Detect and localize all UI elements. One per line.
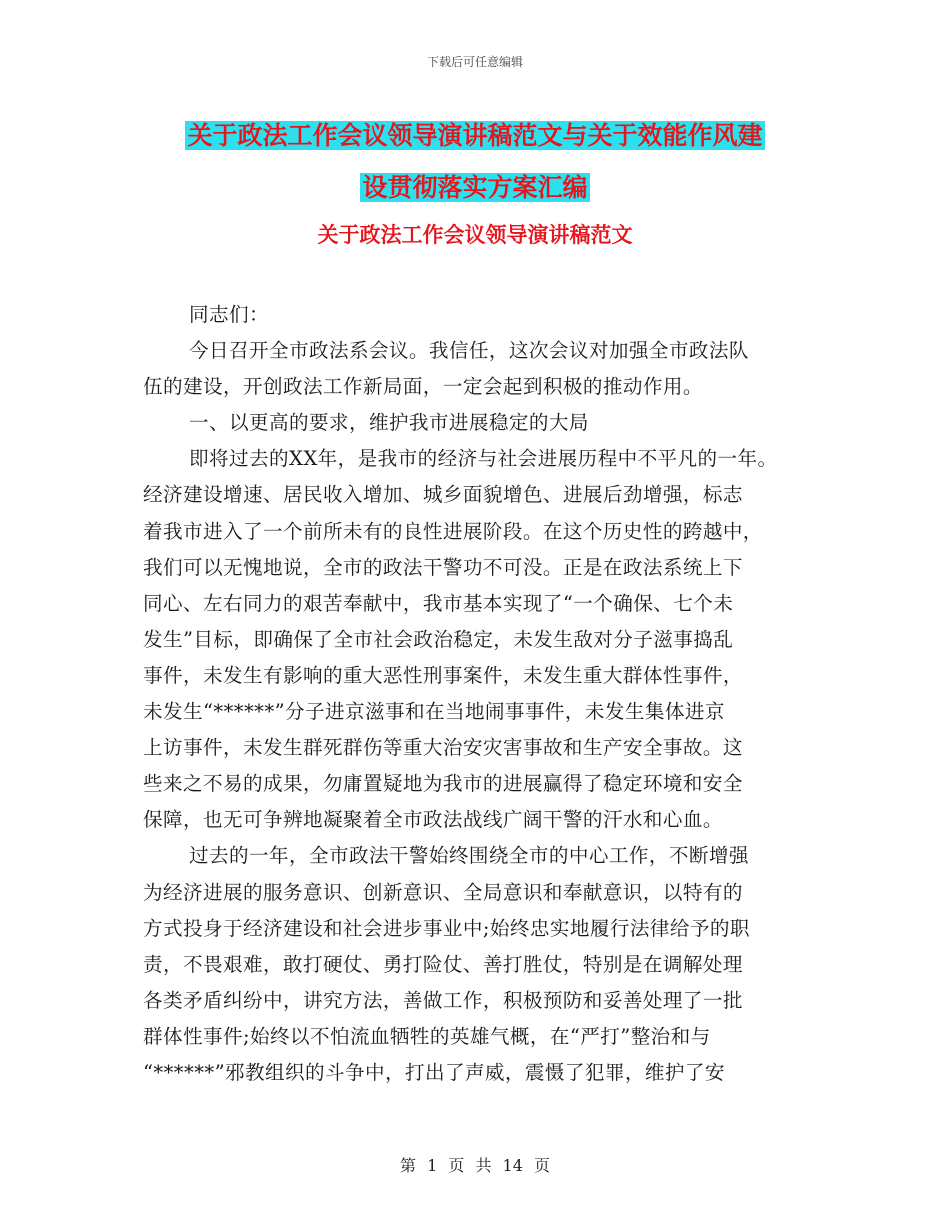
body-line: 伍的建设，开创政法工作新局面，一定会起到积极的推动作用。 [143,375,703,399]
body-line: 保障，也无可争辨地凝聚着全市政法战线广阔干警的汗水和心血。 [143,808,723,832]
body-text [143,297,823,1091]
body-line: 过去的一年，全市政法干警始终围绕全市的中心工作，不断增强 [189,844,749,868]
body-line: 经济建设增速、居民收入增加、城乡面貌增色、进展后劲增强，标志 [143,483,743,507]
title-line-2: 设贯彻落实方案汇编 [362,173,588,202]
body-line: 事件，未发生有影响的重大恶性刑事案件，未发生重大群体性事件， [143,663,743,687]
body-line: 责，不畏艰难，敢打硬仗、勇打险仗、善打胜仗，特别是在调解处理 [143,952,743,976]
body-line: 即将过去的XX年，是我市的经济与社会进展历程中不平凡的一年。 [189,447,778,471]
body-line: 些来之不易的成果，勿庸置疑地为我市的进展赢得了稳定环境和安全 [143,772,743,796]
body-line: 着我市进入了一个前所未有的良性进展阶段。在这个历史性的跨越中， [143,519,763,543]
page-footer: 第 1 页 共 14 页 [400,1156,550,1175]
body-line: 发生”目标，即确保了全市社会政治稳定，未发生敌对分子滋事捣乱 [143,627,734,651]
body-line: 群体性事件;始终以不怕流血牺牲的英雄气概，在“严打”整治和与 [143,1024,711,1048]
body-line: 方式投身于经济建设和社会进步事业中;始终忠实地履行法律给予的职 [143,916,750,940]
body-line: 为经济进展的服务意识、创新意识、全局意识和奉献意识，以特有的 [143,880,743,904]
section-title: 关于政法工作会议领导演讲稿范文 [317,223,633,247]
body-line: 我们可以无愧地说，全市的政法干警功不可没。正是在政法系统上下 [143,555,743,579]
body-line: 未发生“******”分子进京滋事和在当地闹事事件，未发生集体进京 [143,700,725,724]
body-line: 上访事件，未发生群死群伤等重大治安灾害事故和生产安全事故。这 [143,736,743,760]
body-line: 今日召开全市政法系会议。我信任，这次会议对加强全市政法队 [189,339,749,363]
body-line: 各类矛盾纠纷中，讲究方法，善做工作，积极预防和妥善处理了一批 [143,988,743,1012]
body-line: 一、以更高的要求，维护我市进展稳定的大局 [189,411,589,435]
body-line: 同心、左右同力的艰苦奉献中，我市基本实现了“一个确保、七个未 [143,591,734,615]
body-line: 同志们： [189,303,269,326]
header-note: 下载后可任意编辑 [426,55,523,69]
document-title [0,110,950,214]
body-line: “******”邪教组织的斗争中，打出了声威，震慑了犯罪，维护了安 [143,1060,725,1084]
title-line-1: 关于政法工作会议领导演讲稿范文与关于效能作风建 [187,121,763,150]
